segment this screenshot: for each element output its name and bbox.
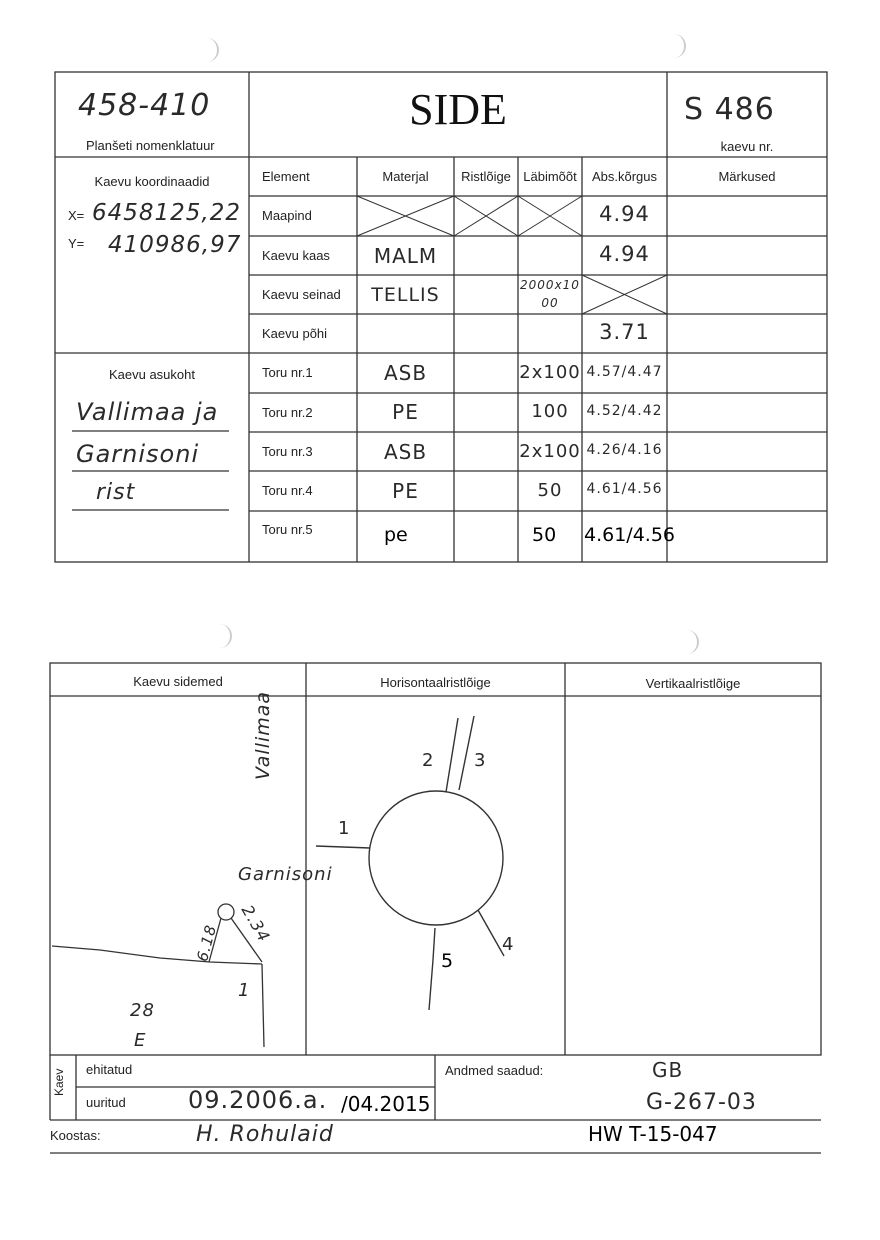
- row-diameter: 2x100: [519, 362, 581, 383]
- row-element: Toru nr.1: [262, 365, 313, 380]
- column-header-diameter: Läbimõõt: [523, 169, 577, 184]
- kaev-label: Kaev: [52, 1068, 66, 1096]
- compiled-by-signature: H. Rohulaid: [196, 1122, 334, 1147]
- row-abs-height: 3.71: [599, 320, 650, 344]
- row-material: pe: [384, 524, 408, 546]
- row-abs-height: 4.26/4.16: [586, 442, 663, 458]
- dimension-label: 6.18: [193, 922, 221, 964]
- row-element: Toru nr.3: [262, 444, 313, 459]
- column-header-material: Materjal: [382, 169, 429, 184]
- building-number: 28: [130, 1000, 155, 1021]
- vertical-section-header: Vertikaalristlõige: [645, 676, 741, 691]
- row-material: PE: [392, 479, 419, 503]
- dimension-label: 1: [238, 980, 251, 1001]
- row-diameter: 2000x1000: [520, 278, 580, 310]
- row-diameter: 50: [532, 524, 557, 546]
- row-material: ASB: [383, 440, 428, 464]
- well-number-label: kaevu nr.: [720, 139, 774, 154]
- building-letter: E: [134, 1030, 147, 1051]
- well-number-value: S 486: [684, 92, 775, 127]
- row-diameter: 2x100: [519, 441, 581, 462]
- location-label: Kaevu asukoht: [108, 367, 195, 382]
- location-line-3: rist: [96, 480, 136, 505]
- pipe-label: 1: [338, 818, 351, 839]
- street-label-vallimaa: Vallimaa: [252, 690, 274, 780]
- row-material: PE: [392, 400, 419, 424]
- row-element: Kaevu kaas: [262, 248, 330, 263]
- x-prefix: X=: [68, 208, 85, 223]
- row-abs-height: 4.57/4.47: [586, 364, 663, 380]
- column-header-abs-height: Abs.kõrgus: [591, 169, 658, 184]
- row-material: TELLIS: [371, 284, 440, 306]
- column-header-cross-section: Ristlõige: [461, 169, 511, 184]
- row-element: Kaevu seinad: [262, 287, 341, 302]
- built-label: ehitatud: [86, 1062, 133, 1077]
- y-coordinate-value: 410986,97: [108, 232, 242, 258]
- dimension-label: 2.34: [237, 901, 274, 946]
- row-diameter: 50: [537, 480, 563, 501]
- row-element: Toru nr.2: [262, 405, 313, 420]
- row-abs-height: 4.61/4.56: [586, 481, 663, 497]
- pipe-label: 5: [441, 950, 454, 972]
- street-label-garnisoni: Garnisoni: [238, 864, 333, 885]
- row-element: Toru nr.5: [262, 522, 313, 537]
- x-coordinate-value: 6458125,22: [92, 200, 242, 226]
- data-received-value: G-267-03: [646, 1090, 757, 1115]
- row-abs-height: 4.52/4.42: [586, 403, 663, 419]
- horizontal-section-header: Horisontaalristlõige: [380, 675, 491, 690]
- data-received-value: GB: [652, 1058, 684, 1082]
- data-received-label: Andmed saadud:: [445, 1063, 544, 1078]
- row-abs-height: 4.94: [599, 202, 650, 226]
- row-material: ASB: [383, 361, 428, 385]
- surveyed-label: uuritud: [86, 1095, 126, 1110]
- location-sketch: [52, 904, 264, 1047]
- surveyed-suffix: /04.2015: [341, 1092, 431, 1116]
- surveyed-value: 09.2006.a.: [188, 1086, 328, 1114]
- compiled-by-label: Koostas:: [50, 1128, 101, 1143]
- coordinates-label: Kaevu koordinaadid: [94, 174, 210, 189]
- location-line-2: Garnisoni: [76, 440, 200, 468]
- column-header-remarks: Märkused: [718, 169, 776, 184]
- row-element: Maapind: [262, 208, 312, 223]
- document-code: HW T-15-047: [588, 1122, 718, 1146]
- row-element: Toru nr.4: [262, 483, 313, 498]
- page-title: SIDE: [409, 85, 507, 134]
- row-diameter: 100: [531, 401, 569, 422]
- pipe-label: 2: [422, 750, 435, 771]
- column-header-element: Element: [262, 169, 310, 184]
- links-header: Kaevu sidemed: [133, 674, 223, 689]
- sheet-number-value: 458-410: [78, 88, 211, 123]
- row-abs-height: 4.94: [599, 242, 650, 266]
- y-prefix: Y=: [68, 236, 85, 251]
- row-element: Kaevu põhi: [262, 326, 328, 341]
- pipe-label: 3: [474, 750, 487, 771]
- pipe-label: 4: [502, 934, 515, 955]
- row-material: MALM: [373, 244, 438, 268]
- sheet-number-label: Planšeti nomenklatuur: [86, 138, 215, 153]
- location-line-1: Vallimaa ja: [76, 398, 219, 426]
- row-abs-height: 4.61/4.56: [584, 524, 676, 546]
